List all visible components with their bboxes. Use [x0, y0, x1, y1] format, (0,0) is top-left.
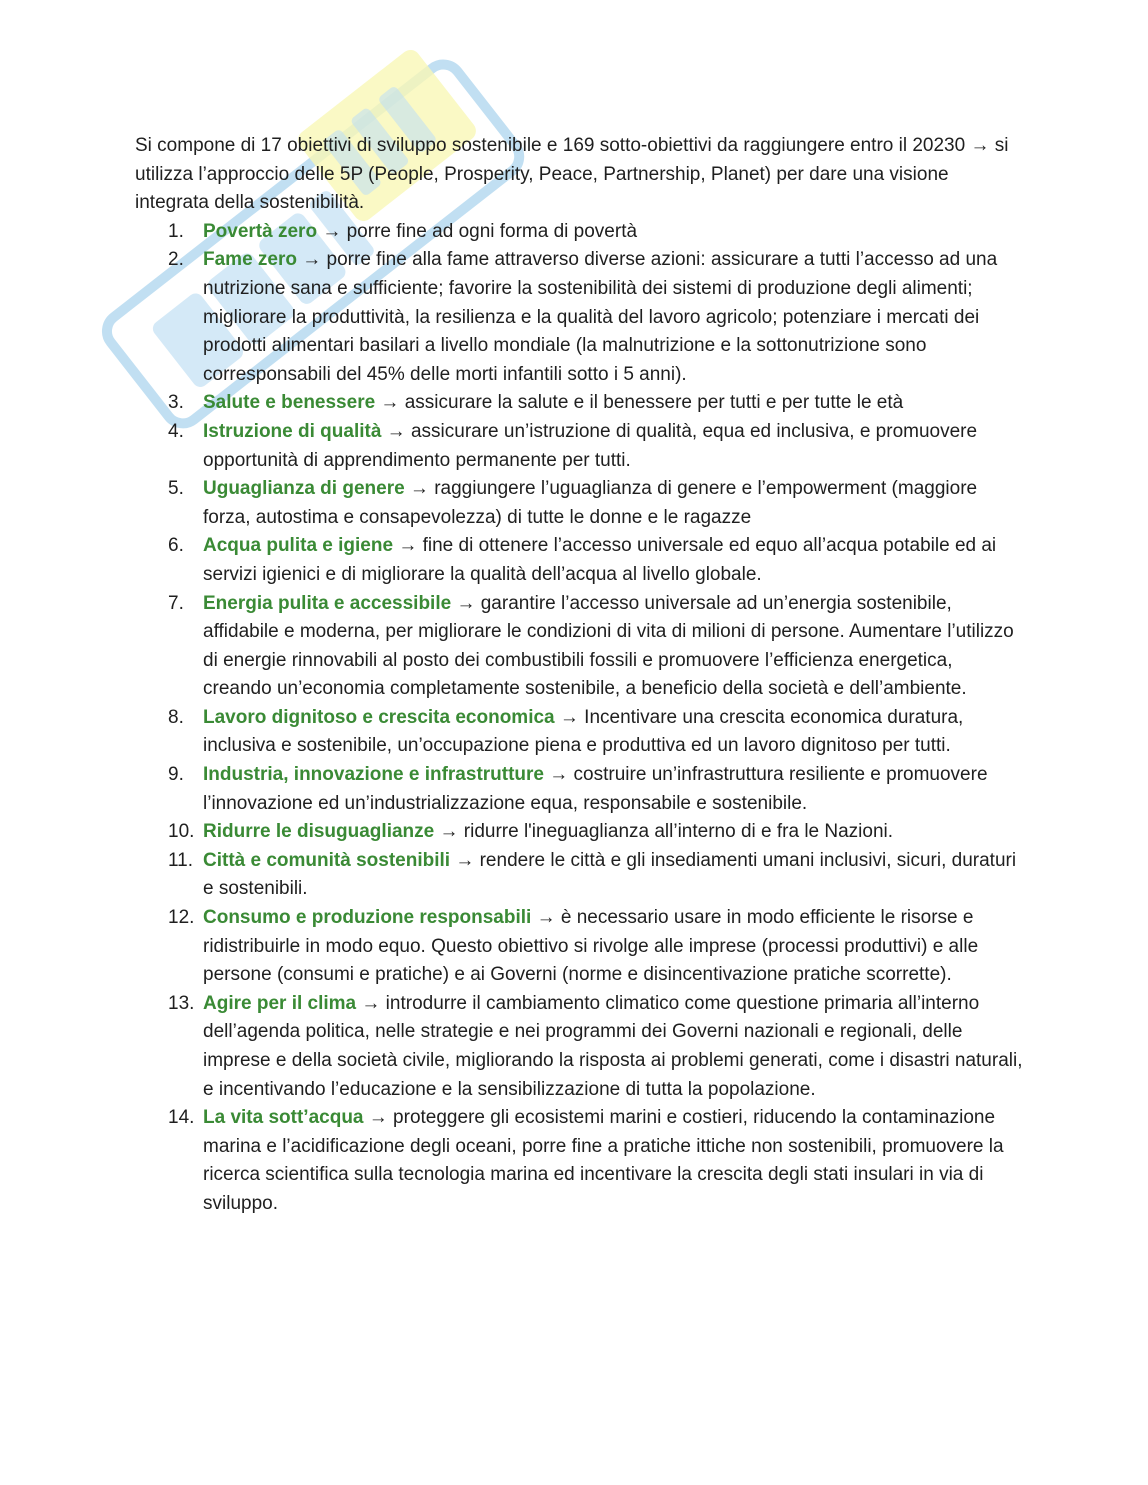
goal-number: 6.: [168, 535, 184, 557]
goal-description: → ridurre l'ineguaglianza all’interno di e fra le Nazioni.: [434, 821, 894, 843]
goal-description: → introdurre il cambiamento climatico come questione primaria all’interno dell’agenda politica, nelle strategie e nei programmi dei Governi nazionali e regionali, delle imprese e della società civile, migliorando la risposta ai problemi generati, come i disastri naturali, e incentivando l’educazione e la sensibilizzazione di tutta la popolazione.: [203, 992, 1023, 1100]
goal-item: [135, 904, 1025, 990]
goal-title: Lavoro dignitoso e crescita economica: [203, 706, 555, 728]
goal-number: 1.: [168, 220, 184, 242]
goal-item: [135, 761, 1025, 818]
goal-title: Povertà zero: [203, 220, 318, 242]
goal-title: Salute e benessere: [203, 392, 376, 414]
goal-title: Consumo e produzione responsabili: [203, 907, 532, 929]
goal-title: Istruzione di qualità: [203, 420, 382, 442]
goal-item: [135, 818, 1025, 847]
goal-item: [135, 1104, 1025, 1218]
goal-description: → è necessario usare in modo efficiente le risorse e ridistribuirle in modo equo. Questo obiettivo si rivolge alle imprese (processi produttivi) e alle persone (consumi e pratiche) e ai Governi (norme e disincentivazione pratiche scorrette).: [203, 907, 979, 986]
goal-item: [135, 475, 1025, 532]
goal-number: 8.: [168, 706, 184, 728]
goal-item: [135, 847, 1025, 904]
goal-item: [135, 532, 1025, 589]
goal-number: 14.: [168, 1107, 195, 1129]
goal-number: 3.: [168, 392, 184, 414]
goal-title: Uguaglianza di genere: [203, 478, 405, 500]
goal-title: Città e comunità sostenibili: [203, 849, 451, 871]
goal-item: [135, 218, 1025, 247]
goal-number: 7.: [168, 592, 184, 614]
goal-item: [135, 418, 1025, 475]
goals-list: [135, 218, 1025, 1219]
goal-title: La vita sott’acqua: [203, 1107, 364, 1129]
goal-title: Industria, innovazione e infrastrutture: [203, 764, 544, 786]
intro-paragraph: Si compone di 17 obiettivi di sviluppo sostenibile e 169 sotto-obiettivi da raggiungere entro il 20230 → si utilizza l’approccio delle 5P (People, Prosperity, Peace, Partnership, Planet) per dare una visione integrata della sostenibilità.: [135, 135, 1009, 214]
goal-number: 10.: [168, 821, 195, 843]
goal-description: → assicurare la salute e il benessere per tutti e per tutte le età: [375, 392, 904, 414]
goal-description: → Incentivare una crescita economica duratura, inclusiva e sostenibile, un’occupazione piena e produttiva ed un lavoro dignitoso per tutti.: [203, 706, 964, 757]
goal-description: → rendere le città e gli insediamenti umani inclusivi, sicuri, duraturi e sostenibili.: [203, 849, 1017, 900]
goal-title: Acqua pulita e igiene: [203, 535, 394, 557]
goal-item: [135, 704, 1025, 761]
goal-description: → garantire l’accesso universale ad un’energia sostenibile, affidabile e moderna, per migliorare le condizioni di vita di milioni di persone. Aumentare l’utilizzo di energie rinnovabili al posto dei combustibili fossili e promuovere l’efficienza energetica, creando un’economia completamente sostenibile, a beneficio della società e dell’ambiente.: [203, 592, 1014, 700]
goal-item: [135, 990, 1025, 1104]
goal-description: → assicurare un’istruzione di qualità, equa ed inclusiva, e promuovere opportunità di apprendimento permanente per tutti.: [203, 420, 978, 471]
goal-description: → fine di ottenere l’accesso universale ed equo all’acqua potabile ed ai servizi igienici e di migliorare la qualità dell’acqua al livello globale.: [203, 535, 997, 585]
document-body: [135, 132, 1025, 1219]
goal-description: → porre fine ad ogni forma di povertà: [317, 220, 638, 242]
goal-number: 12.: [168, 907, 195, 929]
goal-title: Fame zero: [203, 249, 297, 271]
goal-number: 9.: [168, 764, 184, 786]
goal-number: 11.: [168, 849, 194, 871]
goal-item: [135, 590, 1025, 704]
goal-description: → proteggere gli ecosistemi marini e costieri, riducendo la contaminazione marina e l’acidificazione degli oceani, porre fine a pratiche ittiche non sostenibili, promuovere la ricerca scientifica sulla tecnologia marina ed incentivare la crescita degli stati insulari in via di sviluppo.: [203, 1107, 1004, 1214]
goal-number: 5.: [168, 478, 184, 500]
goal-title: Ridurre le disuguaglianze: [203, 821, 435, 843]
goal-number: 13.: [168, 992, 195, 1014]
goal-description: → costruire un’infrastruttura resiliente e promuovere l’innovazione ed un’industrializzazione equa, responsabile e sostenibile.: [203, 764, 988, 814]
goal-title: Agire per il clima: [203, 992, 357, 1014]
goal-item: [135, 389, 1025, 418]
goal-item: [135, 246, 1025, 389]
goal-title: Energia pulita e accessibile: [203, 592, 452, 614]
goal-number: 2.: [168, 249, 184, 271]
goal-description: → raggiungere l’uguaglianza di genere e l’empowerment (maggiore forza, autostima e consapevolezza) di tutte le donne e le ragazze: [203, 478, 978, 528]
goal-number: 4.: [168, 420, 184, 442]
goal-description: → porre fine alla fame attraverso diverse azioni: assicurare a tutti l’accesso ad una nutrizione sana e sufficiente; favorire la sostenibilità dei sistemi di produzione degli alimenti; migliorare la produttività, la resilienza e la qualità del lavoro agricolo; potenziare i mercati dei prodotti alimentari basilari a livello mondiale (la malnutrizione e la sottonutrizione sono corresponsabili del 45% delle morti infantili sotto i 5 anni).: [203, 249, 998, 385]
